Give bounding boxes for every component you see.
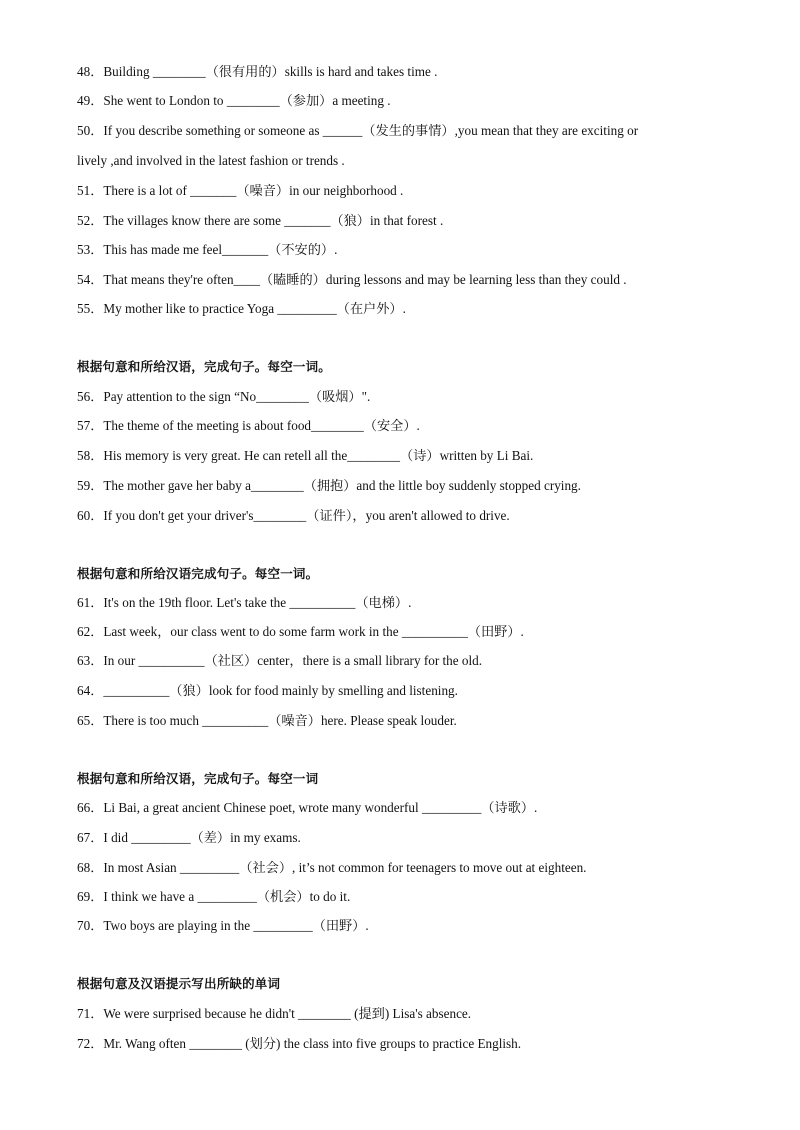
question-54: 54．That means they're often____（瞌睡的）during lessons and may be learning less than they could . [77,272,627,287]
question-70: 70．Two boys are playing in the _________（田野）. [77,918,369,933]
question-57: 57．The theme of the meeting is about food________（安全）. [77,418,420,433]
question-59: 59．The mother gave her baby a________（拥抱）and the little boy suddenly stopped crying. [77,478,581,493]
question-67: 67．I did _________（差）in my exams. [77,830,301,845]
question-66: 66．Li Bai, a great ancient Chinese poet, wrote many wonderful _________（诗歌）. [77,800,538,815]
section-heading-1: 根据句意和所给汉语，完成句子。每空一词。 [77,359,332,374]
question-48: 48．Building ________（很有用的）skills is hard and takes time . [77,64,438,79]
question-51: 51．There is a lot of _______（噪音）in our neighborhood . [77,183,404,198]
question-62: 62．Last week，our class went to do some farm work in the __________（田野）. [77,624,524,639]
question-58: 58．His memory is very great. He can retell all the________（诗）written by Li Bai. [77,448,534,463]
section-heading-4: 根据句意及汉语提示写出所缺的单词 [77,976,281,991]
question-60: 60．If you don't get your driver's________（证件），you aren't allowed to drive. [77,508,510,523]
question-55: 55．My mother like to practice Yoga _________（在户外）. [77,301,406,316]
question-50: 50．If you describe something or someone as ______（发生的事情）,you mean that they are exciting or [77,123,639,138]
section-heading-2: 根据句意和所给汉语完成句子。每空一词。 [77,566,319,581]
question-53: 53．This has made me feel_______（不安的）. [77,242,338,257]
question-69: 69．I think we have a _________（机会）to do it. [77,889,351,904]
question-68: 68．In most Asian _________（社会）, it’s not common for teenagers to move out at eighteen. [77,860,587,875]
question-56: 56．Pay attention to the sign “No________（吸烟）". [77,389,371,404]
section-heading-3: 根据句意和所给汉语，完成句子。每空一词 [77,771,319,786]
question-50-continuation: lively ,and involved in the latest fashion or trends . [77,153,345,168]
question-49: 49．She went to London to ________（参加）a meeting . [77,93,391,108]
question-63: 63．In our __________（社区）center，there is a small library for the old. [77,653,483,668]
question-72: 72．Mr. Wang often ________ (划分) the class into five groups to practice English. [77,1036,522,1051]
question-65: 65．There is too much __________（噪音）here. Please speak louder. [77,713,457,728]
question-71: 71．We were surprised because he didn't ________ (提到) Lisa's absence. [77,1006,472,1021]
question-61: 61．It's on the 19th floor. Let's take the __________（电梯）. [77,595,412,610]
question-52: 52．The villages know there are some _______（狼）in that forest . [77,213,444,228]
question-64: 64．__________（狼）look for food mainly by smelling and listening. [77,683,458,698]
